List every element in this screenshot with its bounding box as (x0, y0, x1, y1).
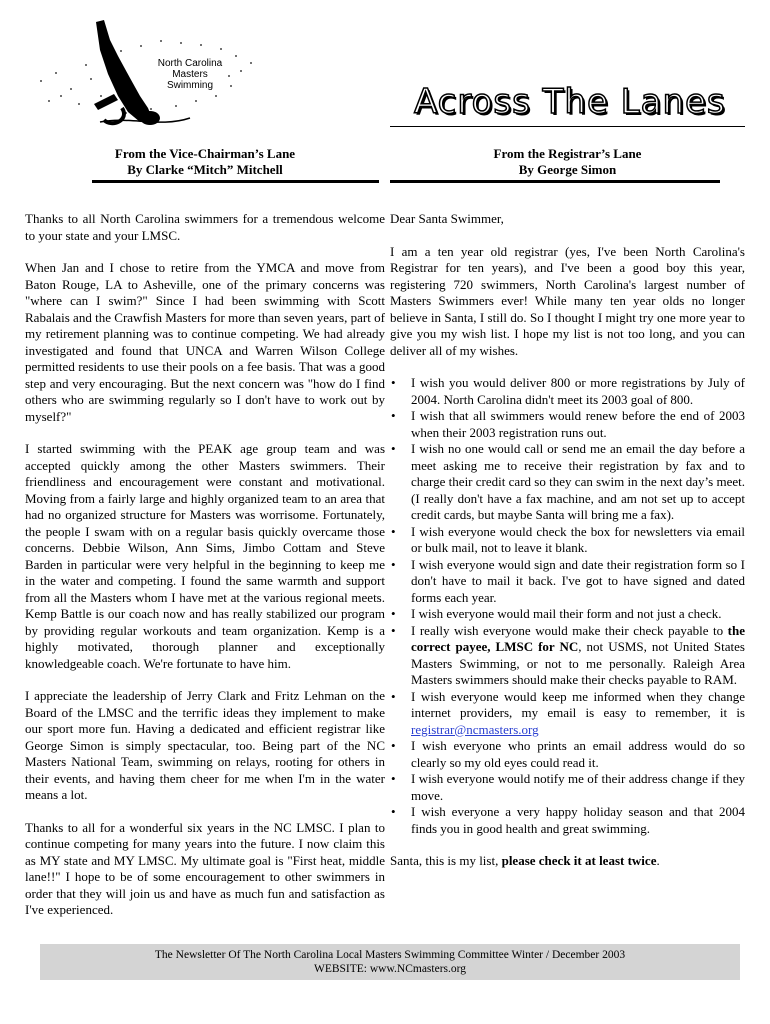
closing-line: Santa, this is my list, please check it at least twice. (390, 853, 660, 868)
right-heading-title: From the Registrar’s Lane (493, 146, 642, 161)
logo-line-1: North Carolina (157, 58, 223, 69)
bullet-icon: • (391, 441, 396, 456)
bullet-icon: • (391, 523, 396, 539)
left-article-body (25, 211, 385, 919)
closing-emphasis: please check it at least twice (501, 853, 657, 868)
right-article-body (390, 211, 745, 870)
left-column (25, 146, 385, 935)
footer-newsletter-line: The Newsletter Of The North Carolina Local Masters Swimming Committee Winter / December 2003 (154, 949, 626, 961)
logo-line-3: Swimming (166, 80, 214, 91)
list-item: • I wish everyone would keep me informed when they change internet providers, my email is easy to remember, it is registrar@ncmasters.org (391, 688, 745, 737)
right-heading-byline: By George Simon (518, 162, 617, 177)
wish-list (390, 375, 745, 837)
bullet-icon: • (391, 556, 396, 572)
list-item: • I wish no one would call or send me an email the day before a meet asking me to receive their registration by fax and to charge their credit card so they can swim in the next day’s meet. (I really don't have a fax machine, and am not set up to accept credit cards, but maybe Santa will bring me a fax). (391, 441, 745, 522)
list-item: • I wish that all swimmers would renew before the end of 2003 when their 2003 registration runs out. (391, 408, 745, 440)
left-paragraph: Thanks to all North Carolina swimmers for a tremendous welcome to your state and your LMSC. (25, 211, 385, 243)
footer-website-line: WEBSITE: www.NCmasters.org (313, 963, 467, 975)
left-paragraph: I started swimming with the PEAK age group team and was accepted quickly among the other Masters swimmers. Their friendliness and encouragement were constant and motivational. Moving from a fairly large and highly organized team to an area that had no organized structure for Masters was worrisome. Fortunately, the people I swam with on a regular basis quickly overcame those concerns. Debbie Wilson, Ann Sims, Jimbo Cottam and Steve Barden in particular were very helpful in the beginning to keep me in the water and competing. I found the same warmth and support from all the Masters whom I have met at the various regional meets. Kemp Battle is our coach now and has really stabilized our program by providing regular workouts and team organization. Kemp is a highly motivated, thorough planner and exceptionally knowledgeable coach. We're fortunate to have him. (25, 441, 385, 671)
registrar-email-link[interactable]: registrar@ncmasters.org (411, 721, 539, 737)
masthead-rule (390, 126, 745, 127)
intro-paragraph: I am a ten year old registrar (yes, I've been North Carolina's Registrar for ten years), and I've been a good boy this year, registering 720 swimmers, North Carolina's largest number of Masters Swimmers ever! While many ten year olds no longer believe in Santa, I still do. So I thought I might try one more year to give you my wish list. I hope my list is not too long, and you can deliver all of my wishes. (390, 243, 745, 358)
logo-text (145, 58, 235, 91)
bullet-icon: • (391, 688, 396, 704)
left-heading-byline: By Clarke “Mitch” Mitchell (127, 162, 283, 177)
list-item: • I wish everyone would check the box for newsletters via email or bulk mail, not to leave it blank. (391, 523, 745, 555)
bullet-icon: • (391, 771, 396, 786)
greeting: Dear Santa Swimmer, (390, 211, 504, 226)
list-item: • I wish everyone would notify me of their address change if they move. (391, 771, 745, 803)
list-item: • I wish everyone would mail their form and not just a check. (391, 606, 722, 621)
bullet-icon: • (391, 738, 396, 753)
bullet-icon: • (391, 804, 396, 819)
left-column-heading (25, 146, 385, 178)
right-column-heading (390, 146, 745, 178)
left-paragraph: When Jan and I chose to retire from the YMCA and move from Baton Rouge, LA to Asheville, one of the primary concerns was "where can I swim?" Since I had been swimming with Scott Rabalais and the Crawfish Masters for more than seven years, part of my retirement planning was to continue competing. We had already investigated and found that UNCA and Warren Wilson College permitted residents to use their pools on a fee basis. That was a good step and very encouraging. But the next concern was "how do I find others who are swimming regularly so I don't have to work out by myself?" (25, 260, 385, 424)
left-heading-title: From the Vice-Chairman’s Lane (114, 146, 296, 161)
list-item: • I wish everyone would sign and date their registration form so I don't have to mail it back. I've got to have signed and dated forms each year. (391, 556, 745, 605)
masthead (0, 0, 770, 140)
footer-bar (40, 944, 740, 980)
bullet-icon: • (391, 375, 396, 390)
left-paragraph: I appreciate the leadership of Jerry Clark and Fritz Lehman on the Board of the LMSC and the terrific ideas they implement to make our sport more fun. Having a dedicated and efficient registrar like George Simon is simply spectacular, too. Being part of the NC Masters National Team, swimming on relays, rooting for others in their events, and having them cheer for me when I'm in the water means a lot. (25, 688, 385, 802)
newsletter-title: Across The Lanes (414, 82, 726, 122)
list-item: • I wish everyone who prints an email address would do so clearly so my old eyes could read it. (391, 738, 745, 770)
right-heading-rule (390, 180, 720, 183)
list-item: • I wish everyone a very happy holiday season and that 2004 finds you in good health and great swimming. (391, 804, 745, 836)
list-item: • I wish you would deliver 800 or more registrations by July of 2004. North Carolina didn't meet its 2003 goal of 800. (391, 375, 745, 407)
bullet-icon: • (391, 622, 396, 638)
left-paragraph: Thanks to all for a wonderful six years in the NC LMSC. I plan to continue competing for many years into the future. I now claim this as MY state and MY LMSC. My ultimate goal is "First heat, middle lane!!" I hope to be of some encouragement to other swimmers in order that they will join us and have as much fun and satisfaction as I've experienced. (25, 819, 385, 917)
list-item: • I really wish everyone would make their check payable to the correct payee, LMSC for NC, not USMS, not United States Masters Swimming, or not to me personally. Raleigh Area Masters swimmers should make their checks payable to RAM. (391, 622, 745, 687)
left-heading-rule (92, 180, 379, 183)
payee-emphasis: the correct payee, LMSC for NC (411, 622, 745, 654)
right-column (390, 146, 745, 886)
bullet-icon: • (391, 408, 396, 423)
logo-line-2: Masters (172, 69, 208, 80)
bullet-icon: • (391, 606, 396, 621)
